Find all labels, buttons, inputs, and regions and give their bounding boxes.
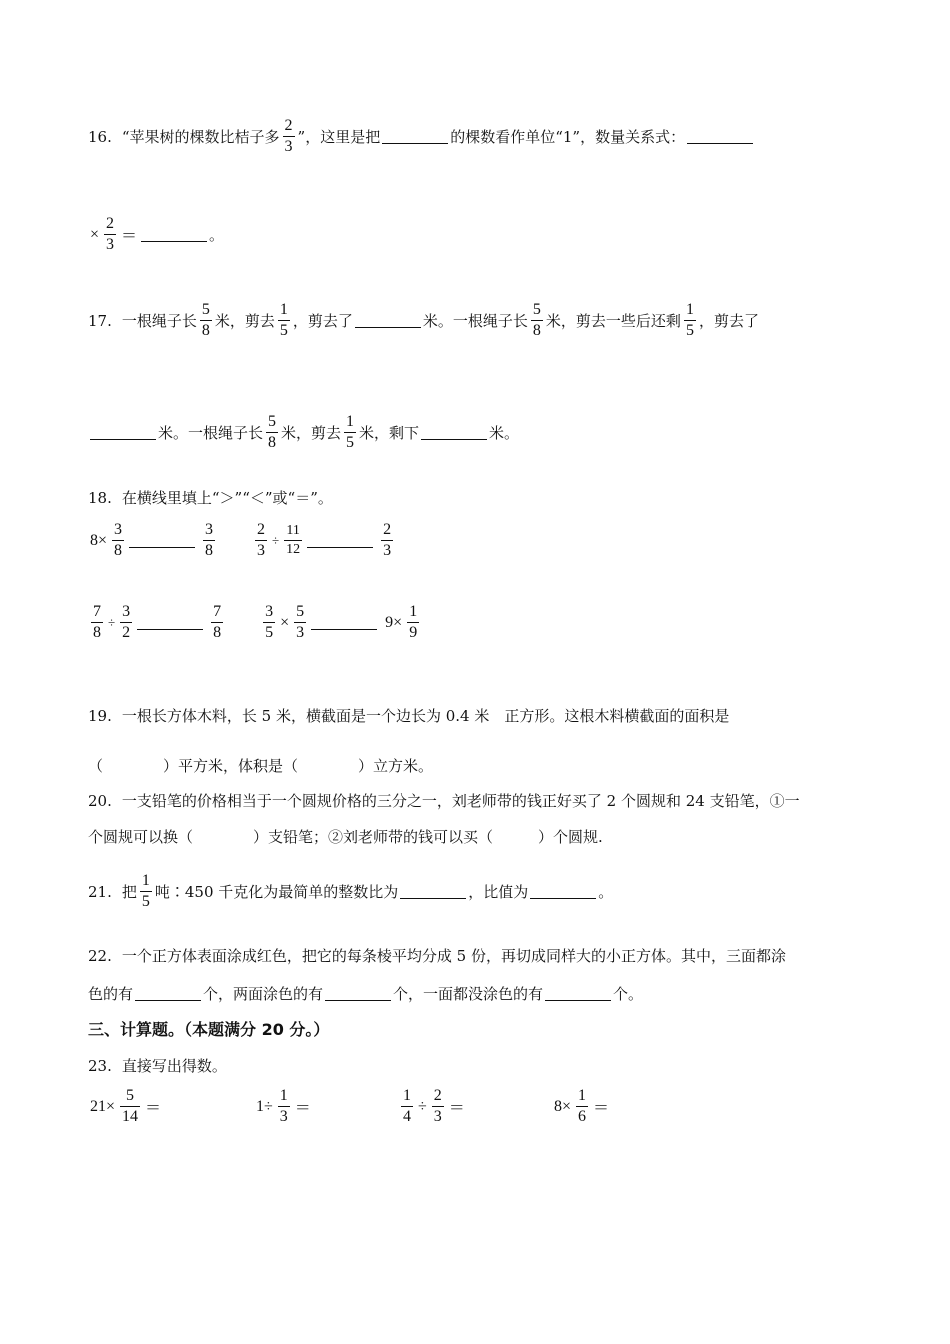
question-number: 23. [88,1056,112,1075]
question-19-line-2 [88,755,433,776]
fraction: $\frac{3}{2}$ [122,603,131,641]
fraction: $\frac{1}{4}$ [403,1087,411,1125]
question-text: 一根长方体木料，长 5 米，横截面是一个边长为 0.4 米 正方形。这根木料横截面的面积是 [121,707,730,725]
expression-prefix: 21× [90,1097,116,1115]
equals-symbol: ＝ [593,1100,610,1117]
calc-expression [398,1088,552,1125]
fraction: $\frac{5}{8}$ [268,413,277,451]
question-text: “苹果树的棵数比桔子多 [121,128,280,146]
answer-blank[interactable] [687,129,753,144]
question-text: 米，剩下 [359,424,420,442]
calc-expression [552,1088,611,1125]
comparison-blank[interactable] [307,533,373,548]
fraction: $\frac{1}{5}$ [141,872,150,910]
question-19-line-1 [88,705,729,726]
answer-blank[interactable] [325,986,391,1001]
question-text: 直接写出得数。 [121,1057,227,1075]
question-text: 一支铅笔的价格相当于一个圆规价格的三分之一，刘老师带的钱正好买了 2 个圆规和 24 支铅笔，①一 [121,792,800,810]
question-16-line-1 [88,118,755,155]
fraction: $\frac{5}{8}$ [201,301,210,339]
comparison-item [88,522,218,559]
fraction: $\frac{2}{3}$ [383,521,392,559]
question-text: （ ）平方米，体积是（ ）立方米。 [88,757,434,775]
fraction: $\frac{1}{5}$ [346,413,355,451]
fraction: $\frac{2}{3}$ [433,1087,442,1125]
equals-symbol: ＝ [145,1100,162,1117]
fraction: $\frac{7}{8}$ [93,603,101,641]
equals-symbol: ＝ [294,1100,311,1117]
question-text: 米，剪去 [281,424,342,442]
comparison-blank[interactable] [129,533,195,548]
question-17-line-2 [88,414,519,451]
expression-prefix: 8× [90,531,108,549]
question-number: 17. [88,311,112,330]
comparison-blank[interactable] [137,615,203,630]
question-20-line-1 [88,790,800,811]
answer-blank[interactable] [421,425,487,440]
question-number: 22. [88,946,112,965]
fraction: $\frac{5}{14}$ [122,1087,139,1125]
question-18-row-1 [88,522,396,559]
fraction: $\frac{2}{3}$ [106,215,115,253]
question-21-line [88,873,613,910]
times-symbol: × [280,613,290,631]
comparison-item [260,604,422,641]
divide-symbol: ÷ [418,1097,427,1115]
answer-blank[interactable] [135,986,201,1001]
question-text: 个圆规可以换（ ）支铅笔；②刘老师带的钱可以买（ ）个圆规. [88,828,603,846]
fraction: $\frac{2}{3}$ [257,521,266,559]
question-text: 米。一根绳子长 [158,424,264,442]
question-text: 个，两面涂色的有 [203,985,324,1003]
calc-expression [88,1088,254,1125]
question-number: 20. [88,791,112,810]
expression-prefix: 1÷ [256,1097,273,1115]
fraction: $\frac{1}{3}$ [279,1087,288,1125]
question-text: 把 [121,883,137,901]
fraction: $\frac{3}{8}$ [114,521,123,559]
fraction: $\frac{5}{8}$ [532,301,541,339]
equals-symbol: ＝ [121,228,138,245]
section-heading: 三、计算题。（本题满分 20 分。） [88,1020,330,1039]
question-text: 一根绳子长 [121,312,197,330]
question-18-prompt [88,487,333,508]
question-text: 色的有 [88,985,134,1003]
fraction: $\frac{5}{3}$ [296,603,305,641]
question-number: 21. [88,882,112,901]
question-text: 米，剪去 [214,312,275,330]
question-number: 18. [88,488,112,507]
question-22-line-1 [88,945,786,966]
fraction: $\frac{7}{8}$ [213,603,222,641]
fraction: $\frac{3}{5}$ [265,603,274,641]
divide-symbol: ÷ [108,614,116,630]
times-symbol: × [90,225,100,243]
punctuation: 。 [209,226,225,244]
question-18-row-2 [88,604,422,641]
question-text: ”，这里是把 [297,128,381,146]
comparison-item [88,604,226,641]
fraction: $\frac{1}{6}$ [578,1087,587,1125]
answer-blank[interactable] [400,884,466,899]
calc-expression [254,1088,398,1125]
question-text: 米。 [489,424,520,442]
expression-prefix: 8× [554,1097,572,1115]
fraction: $\frac{1}{9}$ [409,603,418,641]
question-text: ，比值为 [468,883,529,901]
question-text: 米，剪去一些后还剩 [545,312,681,330]
equals-symbol: ＝ [448,1100,465,1117]
comparison-item [252,522,396,559]
question-17-line-1 [88,302,759,339]
answer-blank[interactable] [90,425,156,440]
answer-blank[interactable] [545,986,611,1001]
fraction: $\frac{1}{5}$ [685,301,694,339]
question-text: 米。一根绳子长 [422,312,528,330]
question-22-line-2 [88,983,643,1004]
answer-blank[interactable] [355,313,421,328]
question-text: 个，一面都没涂色的有 [393,985,544,1003]
question-text: ，剪去了 [292,312,353,330]
question-23-prompt [88,1055,227,1076]
punctuation: 。 [598,883,614,901]
question-number: 16. [88,127,112,146]
question-text: 个。 [613,985,644,1003]
question-text: 一个正方体表面涂成红色，把它的每条棱平均分成 5 份，再切成同样大的小正方体。其中，三面都涂 [121,947,786,965]
comparison-blank[interactable] [311,615,377,630]
fraction: $\frac{11}{12}$ [286,523,301,557]
fraction: $\frac{2}{3}$ [284,117,293,155]
answer-blank[interactable] [382,129,448,144]
question-text: 的棵数看作单位“1”，数量关系式： [450,128,686,146]
question-20-line-2 [88,826,603,847]
expression-prefix: 9× [385,613,403,631]
question-23-expressions [88,1088,611,1125]
answer-blank[interactable] [141,227,207,242]
fraction: $\frac{3}{8}$ [205,521,214,559]
question-text: 在横线里填上“＞”“＜”或“＝”。 [121,489,333,507]
question-16-line-2 [88,216,224,253]
divide-symbol: ÷ [272,532,280,548]
fraction: $\frac{1}{5}$ [279,301,288,339]
question-number: 19. [88,706,112,725]
question-text: 吨∶450 千克化为最简单的整数比为 [154,883,399,901]
answer-blank[interactable] [530,884,596,899]
question-text: ，剪去了 [698,312,759,330]
